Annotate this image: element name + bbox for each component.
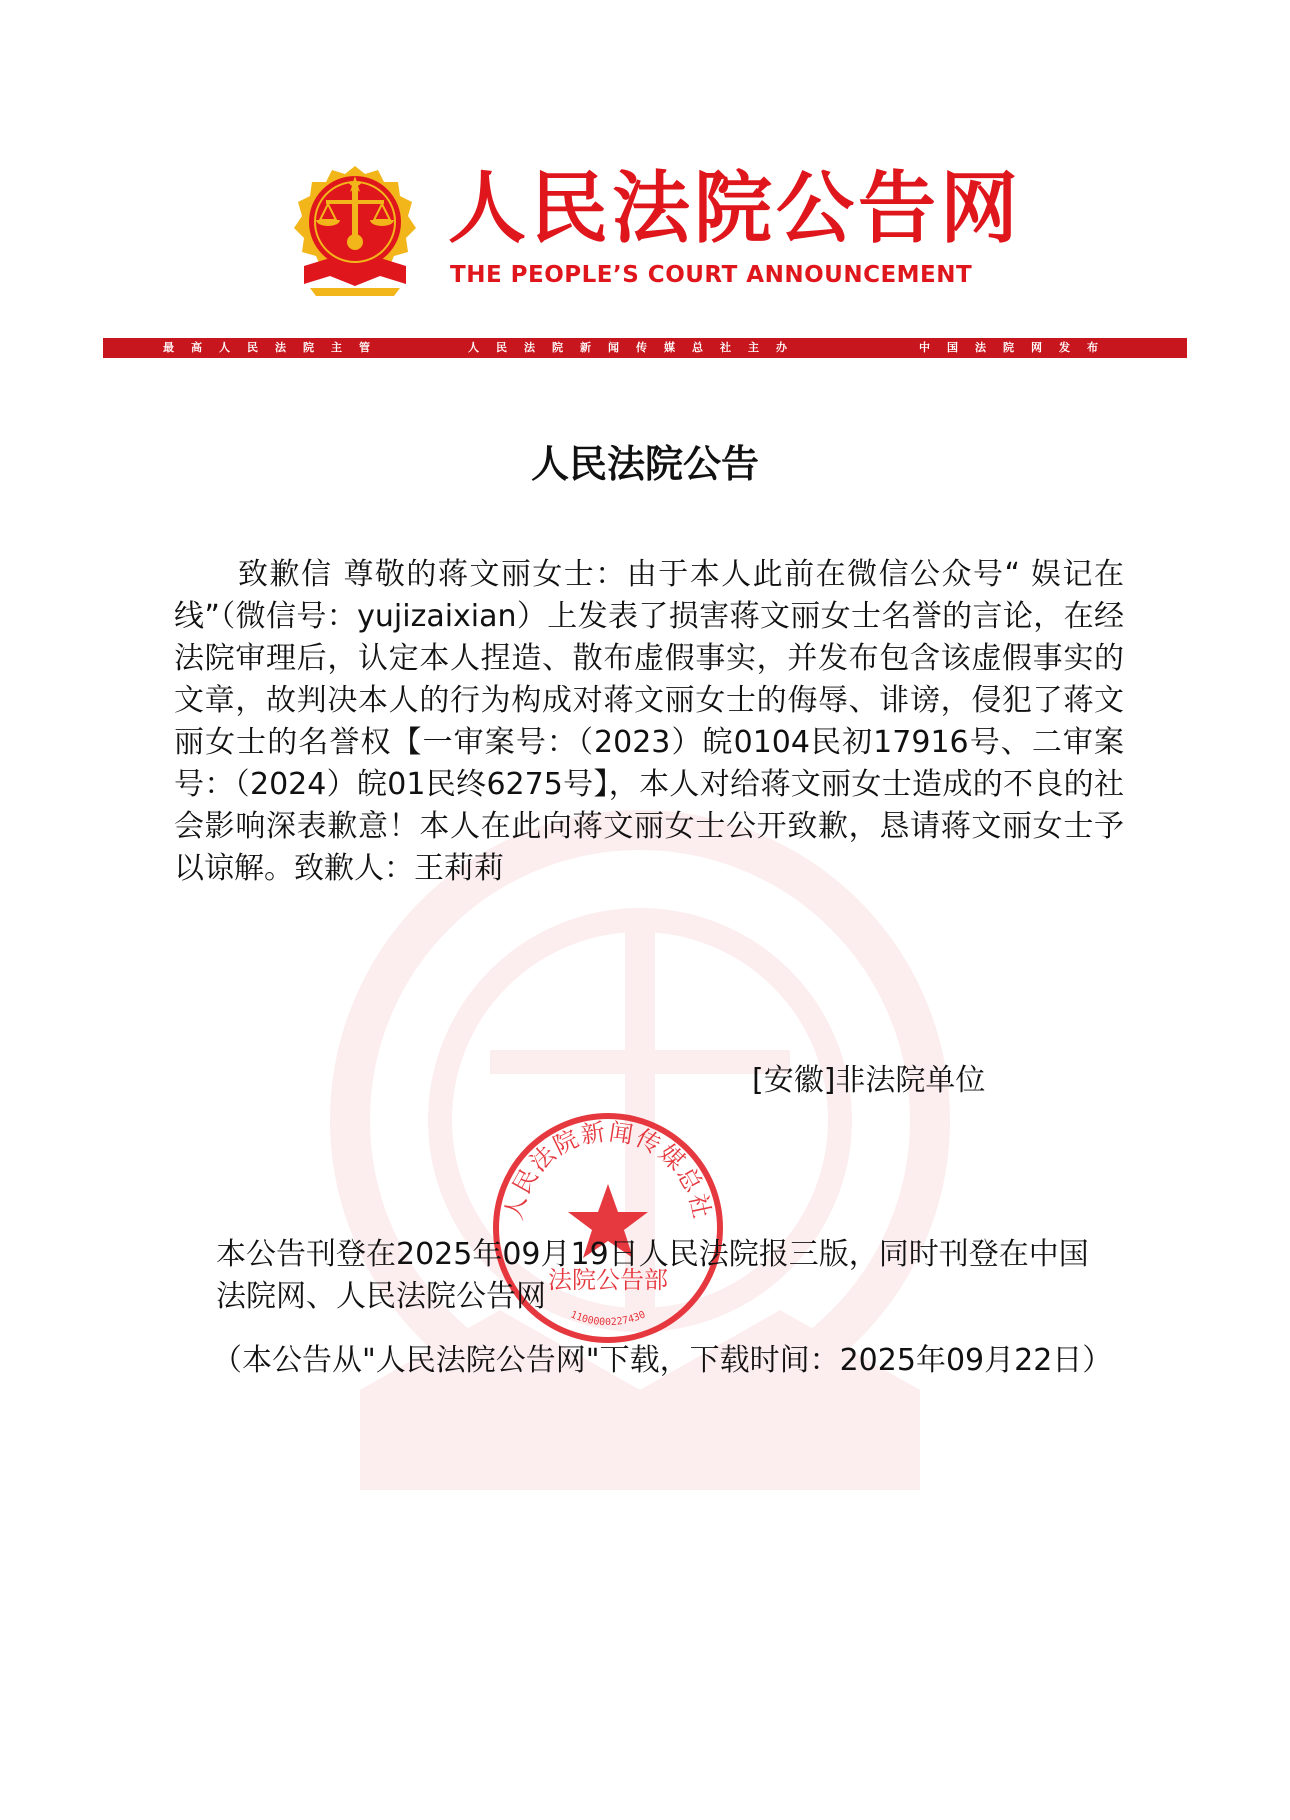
- document-title: 人民法院公告: [530, 442, 759, 486]
- download-note: （本公告从"人民法院公告网"下载，下载时间：2025年09月22日）: [212, 1343, 1113, 1378]
- bar-item-sponsor: 人民法院新闻传媒总社主办: [468, 341, 804, 354]
- brand-subtitle: THE PEOPLE’S COURT ANNOUNCEMENT: [450, 262, 973, 288]
- apology-body: 致歉信 尊敬的蒋文丽女士：由于本人此前在微信公众号“ 娱记在线”（微信号：yujizaixian）上发表了损害蒋文丽女士名誉的言论，在经法院审理后，认定本人捏造、散布虚假事实，并发布包含该虚假事实的文章，故判决本人的行为构成对蒋文丽女士的侮辱、诽谤，侵犯了蒋文丽女士的名誉权【一审案号：（2023）皖0104民初17916号、二审案号：（2024）皖01民终6275号】，本人对给蒋文丽女士造成的不良的社会影响深表歉意！本人在此向蒋文丽女士公开致歉，恳请蒋文丽女士予以谅解。致歉人：王莉莉: [174, 557, 1124, 886]
- issuer: [安徽]非法院单位: [752, 1063, 986, 1098]
- brand-title: 人民法院公告网: [448, 164, 1023, 254]
- publication-notice: 本公告刊登在2025年09月19日人民法院报三版，同时刊登在中国法院网、人民法院公告网: [216, 1237, 1089, 1314]
- bar-item-supervisor: 最高人民法院主管: [163, 341, 387, 354]
- bar-item-publisher: 中国法院网发布: [919, 341, 1115, 354]
- seal-ring-text: 人民法院新闻传媒总社: [499, 1117, 717, 1223]
- seal-center-text: 法院公告部: [548, 1266, 668, 1294]
- seal-serial: 1100000227430: [568, 1309, 648, 1329]
- masthead: [290, 160, 1023, 300]
- header-bar: [103, 338, 1187, 358]
- court-emblem-icon: [290, 162, 420, 298]
